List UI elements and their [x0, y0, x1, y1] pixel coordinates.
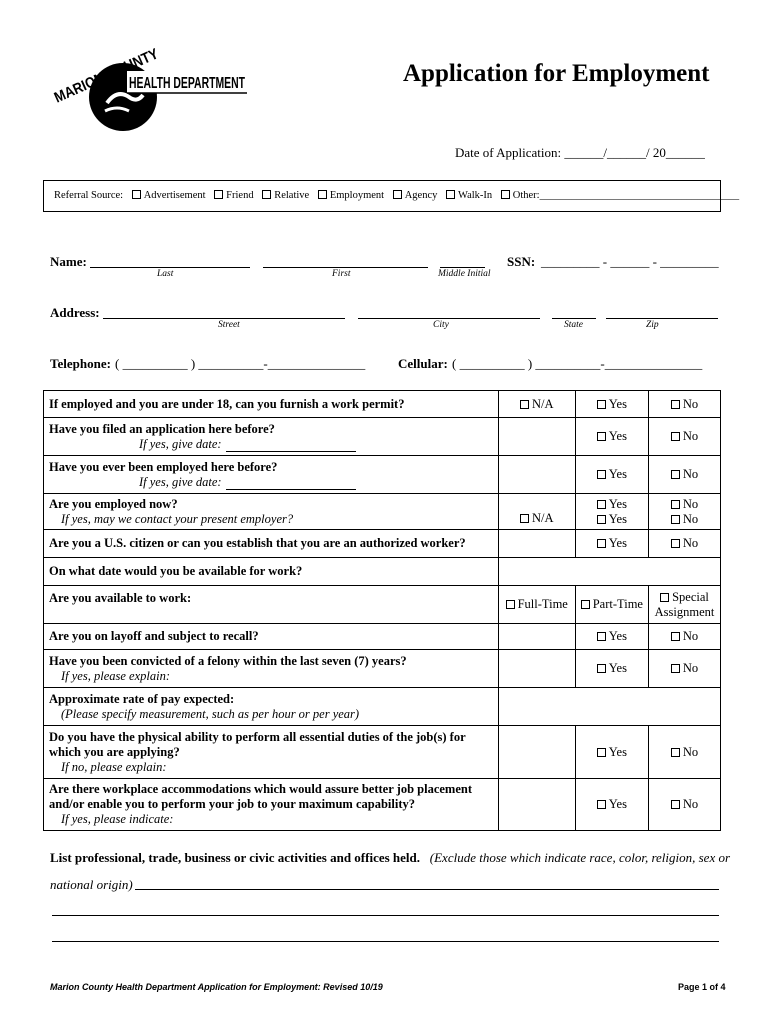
question-felony: Have you been convicted of a felony within the last seven (7) years? If yes, please explain: — [44, 650, 499, 688]
table-row — [44, 586, 721, 624]
referral-option-agency[interactable]: Agency — [393, 190, 438, 201]
question-layoff: Are you on layoff and subject to recall? — [44, 624, 499, 650]
option-yes[interactable]: Yes — [575, 650, 648, 688]
activities-field-2[interactable] — [52, 915, 719, 916]
question-employed-now: Are you employed now? If yes, may we contact your present employer? — [44, 494, 499, 530]
question-physical: Do you have the physical ability to perform all essential duties of the job(s) for which you are applying? If no, please explain: — [44, 726, 499, 779]
checkbox-icon[interactable] — [597, 400, 606, 409]
first-caption: First — [332, 269, 351, 279]
table-row — [44, 779, 721, 831]
checkbox-icon[interactable] — [262, 190, 271, 199]
checkbox-icon[interactable] — [671, 748, 680, 757]
city-field[interactable] — [358, 318, 540, 319]
list-activities-line2: national origin) — [50, 877, 133, 892]
option-no[interactable]: No — [648, 418, 720, 456]
checkbox-icon[interactable] — [597, 632, 606, 641]
option-no[interactable]: No — [648, 456, 720, 494]
table-row — [44, 418, 721, 456]
referral-option-advertisement[interactable]: Advertisement — [132, 190, 206, 201]
cellular-field[interactable]: ( __________ ) __________-_______________ — [452, 356, 703, 371]
checkbox-icon[interactable] — [446, 190, 455, 199]
referral-option-relative[interactable]: Relative — [262, 190, 309, 201]
name-label: Name: — [50, 254, 87, 269]
last-name-field[interactable] — [90, 267, 250, 268]
zip-caption: Zip — [646, 320, 659, 330]
option-no[interactable]: No — [648, 530, 720, 558]
page-title: Application for Employment — [403, 60, 710, 87]
table-row — [44, 391, 721, 418]
option-yes[interactable]: Yes — [575, 391, 648, 418]
checkbox-icon[interactable] — [501, 190, 510, 199]
address-label: Address: — [50, 305, 100, 320]
option-yes[interactable]: Yes — [575, 779, 648, 831]
city-caption: City — [433, 320, 449, 330]
option-special-assignment[interactable]: Special Assignment — [648, 586, 720, 624]
ssn-label: SSN: — [507, 254, 536, 269]
checkbox-icon[interactable] — [597, 500, 606, 509]
checkbox-icon[interactable] — [671, 632, 680, 641]
question-work-permit: If employed and you are under 18, can you furnish a work permit? — [44, 391, 499, 418]
questions-table — [43, 390, 721, 831]
checkbox-icon[interactable] — [597, 470, 606, 479]
option-no-contact[interactable]: No — [654, 512, 715, 527]
logo-line1: MARION COUNTY — [51, 38, 176, 107]
option-yes[interactable]: Yes — [575, 726, 648, 779]
checkbox-icon[interactable] — [520, 514, 529, 523]
table-row — [44, 558, 721, 586]
state-field[interactable] — [552, 318, 596, 319]
checkbox-icon[interactable] — [671, 470, 680, 479]
option-na[interactable]: N/A — [498, 391, 575, 418]
street-field[interactable] — [103, 318, 345, 319]
referral-option-friend[interactable]: Friend — [214, 190, 253, 201]
telephone-label: Telephone: — [50, 356, 111, 371]
option-yes[interactable]: Yes — [575, 456, 648, 494]
table-row — [44, 494, 721, 530]
middle-initial-caption: Middle Initial — [438, 269, 491, 279]
checkbox-icon[interactable] — [214, 190, 223, 199]
referral-option-walkin[interactable]: Walk-In — [446, 190, 492, 201]
telephone-field[interactable]: ( __________ ) __________-_______________ — [115, 356, 366, 371]
question-pay: Approximate rate of pay expected: (Please specify measurement, such as per hour or per year) — [44, 688, 499, 726]
street-caption: Street — [218, 320, 240, 330]
option-full-time[interactable]: Full-Time — [498, 586, 575, 624]
checkbox-icon[interactable] — [581, 600, 590, 609]
checkbox-icon[interactable] — [671, 800, 680, 809]
checkbox-icon[interactable] — [520, 400, 529, 409]
available-date-field[interactable] — [498, 558, 720, 586]
date-of-application[interactable]: Date of Application: ______/______/ 20______ — [455, 145, 705, 160]
question-available-to-work: Are you available to work: — [44, 586, 499, 624]
option-no[interactable]: No — [648, 391, 720, 418]
state-caption: State — [564, 320, 583, 330]
activities-field-3[interactable] — [52, 941, 719, 942]
question-citizen: Are you a U.S. citizen or can you establish that you are an authorized worker? — [44, 530, 499, 558]
first-name-field[interactable] — [263, 267, 428, 268]
ssn-field[interactable]: _________ - ______ - _________ — [541, 254, 719, 269]
table-row — [44, 650, 721, 688]
checkbox-icon[interactable] — [671, 539, 680, 548]
table-row — [44, 726, 721, 779]
referral-option-other[interactable]: Other:______________________________________ — [501, 190, 739, 201]
option-yes[interactable]: Yes — [575, 530, 648, 558]
option-no[interactable]: No — [648, 779, 720, 831]
checkbox-icon[interactable] — [132, 190, 141, 199]
question-applied-before: Have you filed an application here before? If yes, give date: — [44, 418, 499, 456]
checkbox-icon[interactable] — [597, 664, 606, 673]
checkbox-icon[interactable] — [671, 500, 680, 509]
referral-option-employment[interactable]: Employment — [318, 190, 384, 201]
list-activities-prompt: List professional, trade, business or civic activities and offices held. (Exclude those which indicate race, color, religion, sex or — [50, 850, 731, 865]
zip-field[interactable] — [606, 318, 718, 319]
table-row — [44, 530, 721, 558]
option-yes-contact[interactable]: Yes — [581, 512, 643, 527]
last-caption: Last — [157, 269, 174, 279]
checkbox-icon[interactable] — [660, 593, 669, 602]
checkbox-icon[interactable] — [597, 800, 606, 809]
checkbox-icon[interactable] — [318, 190, 327, 199]
option-no[interactable]: No — [654, 497, 715, 512]
pay-field[interactable] — [498, 688, 720, 726]
option-no[interactable]: No — [648, 650, 720, 688]
option-yes[interactable]: Yes — [575, 624, 648, 650]
cellular-label: Cellular: — [398, 356, 448, 371]
checkbox-icon[interactable] — [671, 400, 680, 409]
footer-page-number: Page 1 of 4 — [678, 982, 726, 992]
question-accommodations: Are there workplace accommodations which would assure better job placement and/or enable you to perform your job to your maximum capability? If yes, please indicate: — [44, 779, 499, 831]
employed-date-field[interactable] — [226, 478, 356, 490]
checkbox-icon[interactable] — [506, 600, 515, 609]
middle-initial-field[interactable] — [440, 267, 485, 268]
footer-form-revision: Marion County Health Department Application for Employment: Revised 10/19 — [50, 982, 383, 992]
checkbox-icon[interactable] — [393, 190, 402, 199]
organization-logo — [45, 38, 255, 135]
option-no[interactable]: No — [648, 726, 720, 779]
logo-line2: HEALTH DEPARTMENT — [129, 75, 246, 92]
referral-label: Referral Source: — [54, 190, 124, 201]
checkbox-icon[interactable] — [597, 539, 606, 548]
checkbox-icon[interactable] — [671, 664, 680, 673]
option-yes[interactable]: Yes — [575, 418, 648, 456]
option-part-time[interactable]: Part-Time — [575, 586, 648, 624]
applied-date-field[interactable] — [226, 440, 356, 452]
question-employed-before: Have you ever been employed here before? If yes, give date: — [44, 456, 499, 494]
checkbox-icon[interactable] — [671, 432, 680, 441]
checkbox-icon[interactable] — [671, 515, 680, 524]
table-row — [44, 456, 721, 494]
option-yes[interactable]: Yes — [581, 497, 643, 512]
question-available-date: On what date would you be available for work? — [44, 558, 499, 586]
referral-source-box — [43, 180, 740, 212]
checkbox-icon[interactable] — [597, 515, 606, 524]
option-na[interactable]: N/A — [498, 494, 575, 530]
activities-field-1[interactable] — [135, 889, 719, 890]
option-no[interactable]: No — [648, 624, 720, 650]
table-row — [44, 688, 721, 726]
checkbox-icon[interactable] — [597, 748, 606, 757]
table-row — [44, 624, 721, 650]
checkbox-icon[interactable] — [597, 432, 606, 441]
